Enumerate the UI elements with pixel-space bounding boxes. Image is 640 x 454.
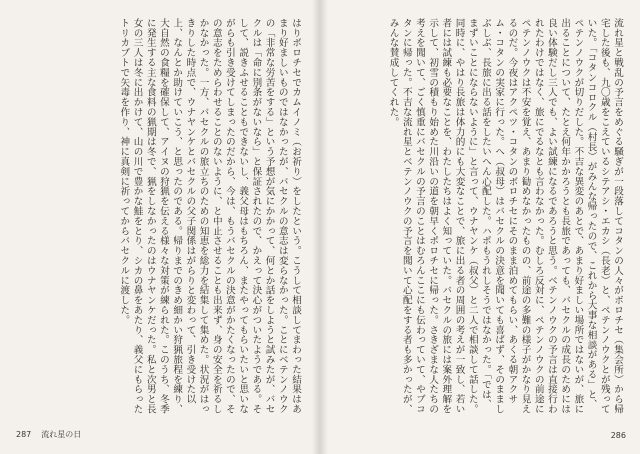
right-page-number: 286 bbox=[610, 431, 626, 440]
left-page-body-text: はりボロチセでカムイノミ（お祈り）をしたという。こうして相談してまわった結果はあまり好ましいものではなかったが、バセクルの意志は変らなかった。ことにベテンノウクの「非常な労苦をする」という予想が気にかかって、何とか話をしようと試みたが、バセクルは「命に別条がないなら」と保証されたので、かえって決心がついたようである。そして、説きふせることもできないし、義父母はもちろん、またやってもらいたいと思いながらも引き受けてしまったのだから、今は、もうバセクルの決意がかたくなったので、その意志をためらわせることのないように、と中止させることも出来ず、身の安全を祈るしかなかった。一方、バセクルの旅立ちのための知恵を総力を結集して集めた。状況がはっきりした時点で、ウナヤンケとバセクルの父子関係はがらりと変わって、引き受けた以上、なんとか助けていこう、と思ったのである。帰りまでのきめ細かい狩猟旅程を練り、大自然の食糧を確保して、アイヌの狩猟を伝える様々な対策が練られた。このうち、冬季に発生する主な食料の猟期は冬で、猟をしなかったのはウナヤンケだった。私と次男と長女の三人は冬に出かけて、山の川で豊かな鮭をとり、シカの鼻をあたり、義父にもらったトリカブトで矢毒を作り、神に真剣に祈ってからバセクルに渡した。 bbox=[118, 18, 301, 414]
right-page-footer bbox=[611, 431, 626, 440]
running-title: 流れ星の日 bbox=[41, 430, 82, 439]
book-gutter-shadow bbox=[312, 0, 328, 454]
right-page bbox=[320, 0, 640, 454]
left-page-footer bbox=[16, 429, 81, 440]
right-page-text-column bbox=[334, 18, 624, 416]
right-page-body-text: 流れ星と戦乱の予言をめぐる騒ぎが一段落してコタンの人々がボロチセ（集会所）から帰宅した後も、九〇歳をこえているシテアシ・エカシ（長老）と、ペテンノウクとが残っていた。「コタンコロクル（村長）がみんな帰ったので、これから大事な相談がある」と、ペテンノウクが切りだした。不吉な異変のあとで、あまり好ましい場所ではないが、旅に出ることについて、たとえ何年かかろうとも長旅であっても、バセクルの成長のためには良い体験だし三人でも、よい試練になるであろうと思う。ベテンノウクの予言は直接行われたわけではなく、旅にでるなとも言わなかった。むしろ反対に、ペテンノウクの前途にペテンノウクは不安を覚え、あまり勧めなかったものの、前途の多難の様子がかなり見えるのだ。今夜はアクペツ・コタンのボロチセにそのまま泊めてもらい、あくる朝アクサム・コタンの実家に行った。へ（叔母）はバセクルの決意を聞いても喜ばず、そのまましぶしぶ、長旅に出る話をしたいへん心配した。ハポもうれしそうではなかった。「では、まずいことにならないように」と言って、ウナヤンケ（叔父）と二人で相談して話した。同時に、やはり長旅は体力的にも大変なことで、旅に出る者の周囲の考えが一致し、若い者には試練も必要なことを、わたしたちはよく知っていた。バセクルの旅には案外理解を示して、初雪の積もり始めた川沿いの道を朝早くポロチセに帰った。さきざまな人たちの考えを聞いて、ごく慎重にバセクルの予言のことはむろんここにも伝わっていて、やブコタンに帰った。不吉な流れ星とベテンノウクの予言を聞いて心配をする者も多かったが、みんな賛成してくれた。 bbox=[387, 18, 623, 414]
left-page-text-column bbox=[18, 18, 302, 416]
left-page-number: 287 bbox=[16, 430, 32, 439]
